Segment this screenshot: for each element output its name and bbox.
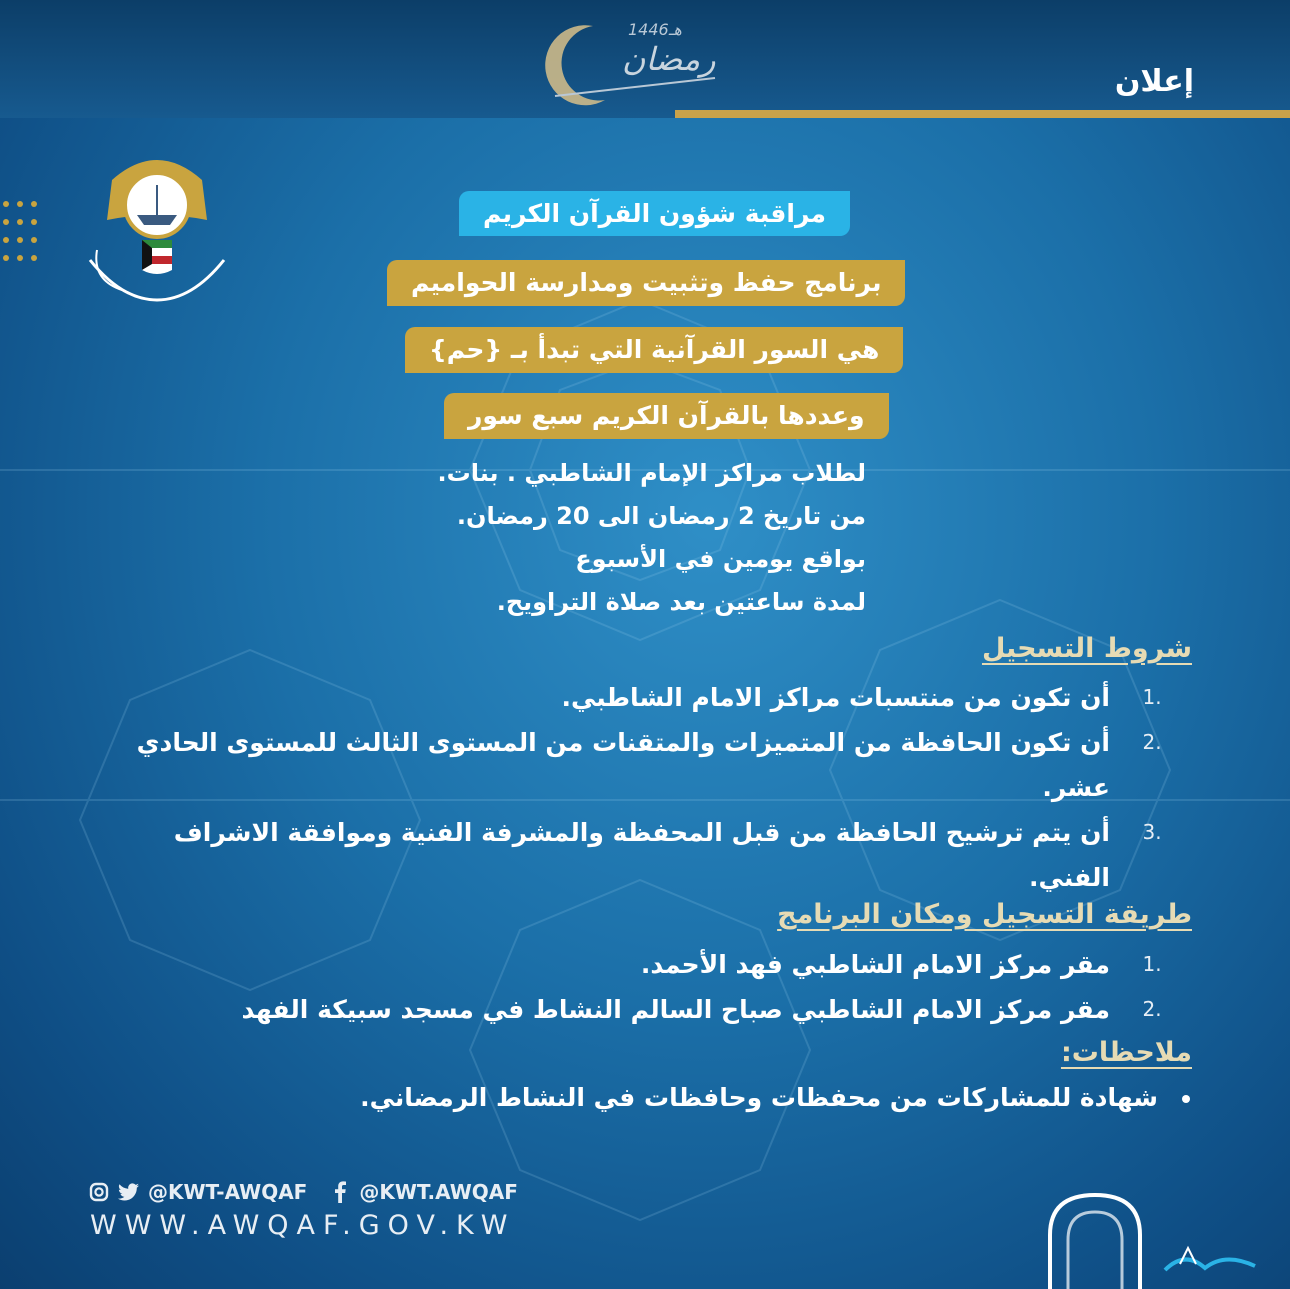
list-text: أن تكون الحافظة من المتميزات والمتقنات من المستوى الثالث للمستوى الحادي عشر. <box>136 728 1110 802</box>
list-text: أن تكون من منتسبات مراكز الامام الشاطبي. <box>561 683 1110 712</box>
program-owner-pill: مراقبة شؤون القرآن الكريم <box>459 191 850 236</box>
program-title-pill: برنامج حفظ وتثبيت ومدارسة الحواميم <box>387 260 905 306</box>
top-banner-gold-stripe <box>675 110 1290 118</box>
list-item <box>0 942 1290 987</box>
website-url[interactable]: WWW.AWQAF.GOV.KW <box>90 1210 516 1241</box>
list-number: .2 <box>1142 997 1162 1021</box>
conditions-title: شروط التسجيل <box>981 633 1192 664</box>
list-number: .2 <box>1142 730 1162 754</box>
twitter-icon[interactable] <box>118 1181 140 1203</box>
social-handles <box>88 1180 518 1204</box>
list-text: أن يتم ترشيح الحافظة من قبل المحفظة والمشرفة الفنية وموافقة الاشراف الفني. <box>173 818 1110 892</box>
ministry-emblem-icon <box>82 150 232 315</box>
announcement-label: إعلان <box>1114 64 1194 99</box>
list-text: مقر مركز الامام الشاطبي فهد الأحمد. <box>640 950 1110 979</box>
ramadan-title: رمضان <box>622 40 716 78</box>
list-item <box>0 720 1290 810</box>
notes-text: شهادة للمشاركات من محفظات وحافظات في النشاط الرمضاني. <box>360 1083 1158 1112</box>
program-description-pill: هي السور القرآنية التي تبدأ بـ {حم} <box>405 327 903 373</box>
instagram-icon[interactable] <box>88 1181 110 1203</box>
notes-title: ملاحظات: <box>1060 1037 1192 1068</box>
decorative-arch <box>1040 1190 1150 1289</box>
conditions-list <box>0 675 1290 900</box>
campaign-logo-icon <box>1160 1240 1260 1274</box>
list-number: .3 <box>1142 820 1162 844</box>
notes-bullet <box>360 1083 1190 1112</box>
twitter-handle[interactable]: @KWT-AWQAF <box>148 1180 308 1204</box>
list-number: .1 <box>1142 952 1162 976</box>
list-number: .1 <box>1142 685 1162 709</box>
program-info <box>306 452 866 624</box>
program-count-pill: وعددها بالقرآن الكريم سبع سور <box>444 393 889 439</box>
list-item <box>0 675 1290 720</box>
method-title: طريقة التسجيل ومكان البرنامج <box>777 899 1192 930</box>
ramadan-year: 1446هـ <box>628 20 682 39</box>
list-text: مقر مركز الامام الشاطبي صباح السالم النشاط في مسجد سبيكة الفهد <box>241 995 1110 1024</box>
facebook-handle[interactable]: @KWT.AWQAF <box>359 1180 518 1204</box>
list-item <box>0 810 1290 900</box>
info-line: لمدة ساعتين بعد صلاة التراويح. <box>496 588 866 616</box>
info-line: من تاريخ 2 رمضان الى 20 رمضان. <box>456 502 866 530</box>
facebook-icon[interactable] <box>329 1181 351 1203</box>
method-list <box>0 942 1290 1032</box>
bullet-dot-icon <box>1182 1095 1190 1103</box>
list-item <box>0 987 1290 1032</box>
info-line: لطلاب مراكز الإمام الشاطبي . بنات. <box>437 459 866 487</box>
decorative-dots <box>0 198 40 270</box>
info-line: بواقع يومين في الأسبوع <box>575 545 866 573</box>
